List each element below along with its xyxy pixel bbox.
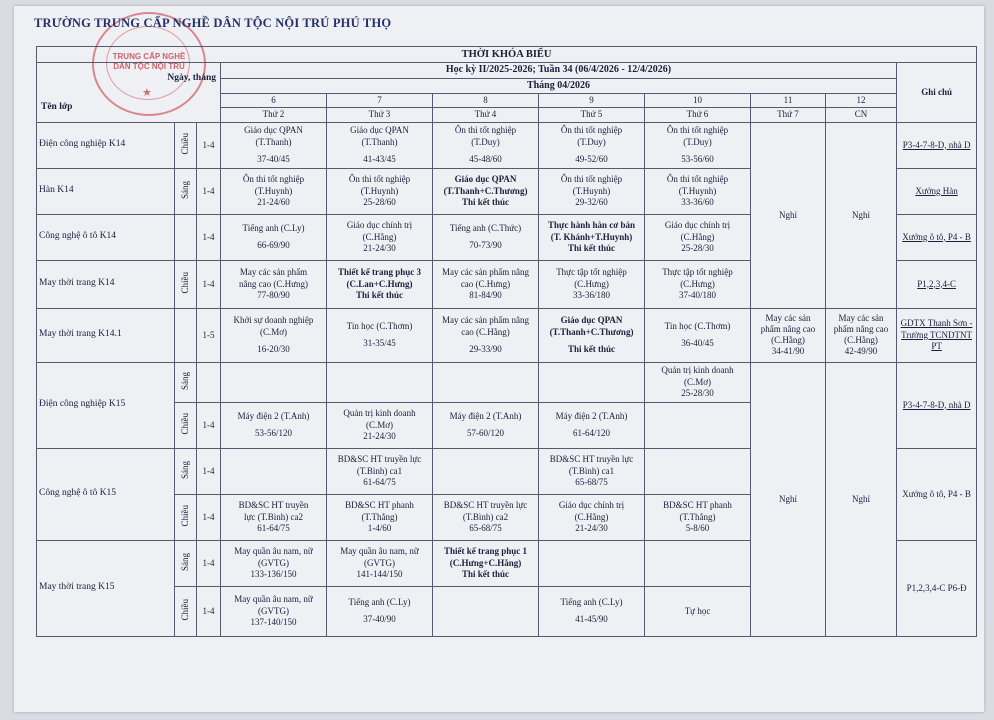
session-label: Sáng — [179, 552, 190, 571]
school-name: TRƯỜNG TRUNG CẤP NGHỀ DÂN TỘC NỘI TRÚ PHÚ THỌ — [34, 16, 392, 30]
periods: 1-4 — [197, 494, 221, 540]
table-row — [37, 362, 977, 402]
session-label: Chiều — [179, 598, 190, 621]
note-cell: P1,2,3,4-C P6-Đ — [897, 540, 977, 636]
table-row — [37, 122, 977, 168]
note-cell: Xưởng Hàn — [897, 168, 977, 214]
note-cell: Xưởng ô tô, P4 - B — [897, 448, 977, 540]
lesson-cell — [645, 540, 751, 586]
day-weekday: Thứ 2 — [221, 108, 327, 122]
lesson-cell: Quản trị kinh doanh (C.Mơ) 21-24/30 — [327, 402, 433, 448]
corner-date-label: Ngày, tháng — [167, 73, 216, 84]
lesson-cell: BD&SC HT truyền lực (T.Bình) ca1 61-64/75 — [327, 448, 433, 494]
note-cell: P3-4-7-8-D, nhà D — [897, 122, 977, 168]
lesson-cell: May các sản phẩm nâng cao (C.Hằng) 29-33/90 — [433, 308, 539, 362]
session-label: Chiều — [179, 271, 190, 294]
notes-header: Ghi chú — [897, 63, 977, 123]
lesson-cell: Tiếng anh (C.Thức) 70-73/90 — [433, 214, 539, 260]
lesson-cell: Tiếng anh (C.Ly) 41-45/90 — [539, 586, 645, 636]
lesson-cell — [327, 362, 433, 402]
day-date: 8 — [433, 94, 539, 108]
session-label: Sáng — [179, 180, 190, 199]
day-date: 7 — [327, 94, 433, 108]
timetable-title: THỜI KHÓA BIỂU — [37, 47, 977, 63]
lesson-cell — [645, 402, 751, 448]
lesson-cell: May các sản phẩm nâng cao (C.Hằng) 42-49/90 — [826, 308, 897, 362]
lesson-cell — [433, 448, 539, 494]
class-name: Điện công nghiệp K14 — [37, 122, 175, 168]
periods: 1-4 — [197, 168, 221, 214]
periods: 1-4 — [197, 540, 221, 586]
lesson-cell: Máy điện 2 (T.Anh) 53-56/120 — [221, 402, 327, 448]
day-date: 6 — [221, 94, 327, 108]
periods: 1-4 — [197, 402, 221, 448]
lesson-cell: Tiếng anh (C.Ly) 66-69/90 — [221, 214, 327, 260]
lesson-cell: Thiết kế trang phục 3 (C.Lan+C.Hưng) Thi kết thúc — [327, 260, 433, 308]
periods: 1-4 — [197, 448, 221, 494]
lesson-cell: Ôn thi tốt nghiệp (T.Huynh) 29-32/60 — [539, 168, 645, 214]
periods: 1-4 — [197, 122, 221, 168]
lesson-cell — [433, 362, 539, 402]
lesson-cell: Giáo dục QPAN (T.Thanh) 37-40/45 — [221, 122, 327, 168]
timetable — [36, 46, 977, 637]
day-date: 10 — [645, 94, 751, 108]
rest-cell: Nghỉ — [826, 122, 897, 308]
class-name: May thời trang K15 — [37, 540, 175, 636]
lesson-cell: Ôn thi tốt nghiệp (T.Huynh) 21-24/60 — [221, 168, 327, 214]
session-label: Chiều — [179, 504, 190, 527]
lesson-cell: Máy điện 2 (T.Anh) 61-64/120 — [539, 402, 645, 448]
lesson-cell: Giáo dục chính trị (C.Hằng) 25-28/30 — [645, 214, 751, 260]
lesson-cell: May quần âu nam, nữ (GVTG) 133-136/150 — [221, 540, 327, 586]
class-name: Công nghệ ô tô K15 — [37, 448, 175, 540]
lesson-cell: BD&SC HT truyền lực (T.Bình) ca2 61-64/75 — [221, 494, 327, 540]
day-date: 12 — [826, 94, 897, 108]
class-name: May thời trang K14.1 — [37, 308, 175, 362]
lesson-cell: Giáo dục QPAN (T.Thanh+C.Thương) Thi kết thúc — [539, 308, 645, 362]
day-date: 11 — [751, 94, 826, 108]
lesson-cell: BD&SC HT phanh (T.Thắng) 1-4/60 — [327, 494, 433, 540]
lesson-cell: BD&SC HT truyền lực (T.Bình) ca1 65-68/75 — [539, 448, 645, 494]
day-weekday: Thứ 6 — [645, 108, 751, 122]
session-label: Sáng — [179, 460, 190, 479]
class-name: Hàn K14 — [37, 168, 175, 214]
semester-subtitle: Học kỳ II/2025-2026; Tuần 34 (06/4/2026 - 12/4/2026) — [221, 63, 897, 79]
lesson-cell: Thực hành hàn cơ bản (T. Khánh+T.Huynh) Thi kết thúc — [539, 214, 645, 260]
lesson-cell: Thực tập tốt nghiệp (C.Hưng) 37-40/180 — [645, 260, 751, 308]
day-weekday: Thứ 4 — [433, 108, 539, 122]
note-cell: P3-4-7-8-D, nhà D — [897, 362, 977, 448]
school-stamp: TRUNG CẤP NGHỀ DÂN TỘC NỘI TRÚ ★ — [92, 12, 206, 116]
note-cell: P1,2,3,4-C — [897, 260, 977, 308]
lesson-cell: May các sản phẩm nâng cao (C.Hưng) 77-80/90 — [221, 260, 327, 308]
lesson-cell: May các sản phẩm nâng cao (C.Hưng) 81-84/90 — [433, 260, 539, 308]
lesson-cell: Máy điện 2 (T.Anh) 57-60/120 — [433, 402, 539, 448]
periods: 1-4 — [197, 586, 221, 636]
lesson-cell: Thiết kế trang phục 1 (C.Hưng+C.Hằng) Thi kết thúc — [433, 540, 539, 586]
lesson-cell: Quản trị kinh doanh (C.Mơ) 25-28/30 — [645, 362, 751, 402]
rest-cell: Nghỉ — [826, 362, 897, 636]
lesson-cell — [539, 362, 645, 402]
lesson-cell: Giáo dục chính trị (C.Hằng) 21-24/30 — [327, 214, 433, 260]
lesson-cell: Giáo dục chính trị (C.Hằng) 21-24/30 — [539, 494, 645, 540]
lesson-cell — [433, 586, 539, 636]
month-header: Tháng 04/2026 — [221, 78, 897, 94]
lesson-cell: Giáo dục QPAN (T.Thanh) 41-43/45 — [327, 122, 433, 168]
lesson-cell: Tin học (C.Thơm) 36-40/45 — [645, 308, 751, 362]
lesson-cell: Ôn thi tốt nghiệp (T.Duy) 53-56/60 — [645, 122, 751, 168]
lesson-cell: Tin học (C.Thơm) 31-35/45 — [327, 308, 433, 362]
lesson-cell: May quần âu nam, nữ (GVTG) 137-140/150 — [221, 586, 327, 636]
periods: 1-4 — [197, 214, 221, 260]
table-row — [37, 308, 977, 362]
lesson-cell: Ôn thi tốt nghiệp (T.Huynh) 33-36/60 — [645, 168, 751, 214]
lesson-cell: Giáo dục QPAN (T.Thanh+C.Thương) Thi kết thúc — [433, 168, 539, 214]
day-weekday: Thứ 5 — [539, 108, 645, 122]
lesson-cell — [221, 448, 327, 494]
class-name: Công nghệ ô tô K14 — [37, 214, 175, 260]
note-cell: Xưởng ô tô, P4 - B — [897, 214, 977, 260]
lesson-cell: Ôn thi tốt nghiệp (T.Huynh) 25-28/60 — [327, 168, 433, 214]
session-label: Chiều — [179, 132, 190, 155]
class-name: Điện công nghiệp K15 — [37, 362, 175, 448]
note-cell: GDTX Thanh Sơn - Trường TCNDTNT PT — [897, 308, 977, 362]
lesson-cell — [645, 448, 751, 494]
day-date: 9 — [539, 94, 645, 108]
session-label: Chiều — [179, 412, 190, 435]
lesson-cell: BD&SC HT truyền lực (T.Bình) ca2 65-68/75 — [433, 494, 539, 540]
lesson-cell: Ôn thi tốt nghiệp (T.Duy) 49-52/60 — [539, 122, 645, 168]
lesson-cell — [221, 362, 327, 402]
periods: 1-4 — [197, 260, 221, 308]
day-weekday: CN — [826, 108, 897, 122]
lesson-cell: Tiếng anh (C.Ly) 37-40/90 — [327, 586, 433, 636]
session-label: Sáng — [179, 371, 190, 390]
class-name: May thời trang K14 — [37, 260, 175, 308]
lesson-cell: May các sản phẩm nâng cao (C.Hằng) 34-41/90 — [751, 308, 826, 362]
lesson-cell: BD&SC HT phanh (T.Thắng) 5-8/60 — [645, 494, 751, 540]
corner-class-label: Tên lớp — [41, 101, 73, 112]
lesson-cell: May quần âu nam, nữ (GVTG) 141-144/150 — [327, 540, 433, 586]
rest-cell: Nghỉ — [751, 362, 826, 636]
day-weekday: Thứ 3 — [327, 108, 433, 122]
lesson-cell — [539, 540, 645, 586]
lesson-cell: Thực tập tốt nghiệp (C.Hưng) 33-36/180 — [539, 260, 645, 308]
rest-cell: Nghỉ — [751, 122, 826, 308]
lesson-cell: Khởi sự doanh nghiệp (C.Mơ) 16-20/30 — [221, 308, 327, 362]
periods: 1-5 — [197, 308, 221, 362]
lesson-cell: Ôn thi tốt nghiệp (T.Duy) 45-48/60 — [433, 122, 539, 168]
day-weekday: Thứ 7 — [751, 108, 826, 122]
lesson-cell: Tự học — [645, 586, 751, 636]
